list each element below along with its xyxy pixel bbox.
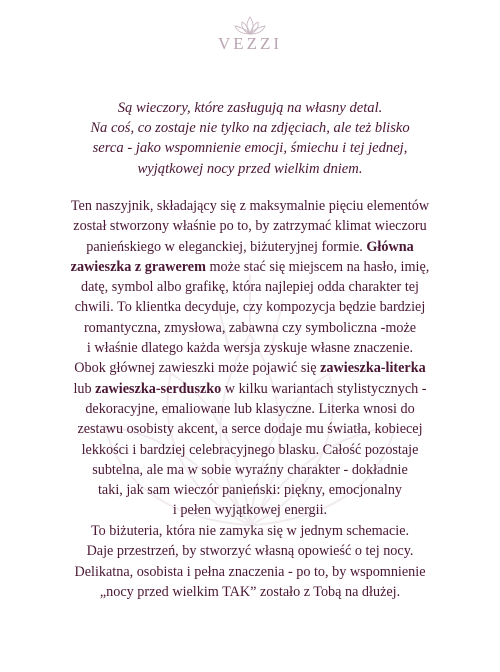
intro-line: wyjątkowej nocy przed wielkim dniem. bbox=[137, 160, 363, 177]
closing-paragraph bbox=[18, 521, 482, 602]
brand-logo bbox=[0, 14, 500, 54]
emphasis-main-pendant: Główna bbox=[366, 238, 414, 255]
body-line: lekkości i bardziej celebracyjnego blasku. Całość pozostaje bbox=[81, 441, 419, 458]
outro-line: Delikatna, osobista i pełna znaczenia - po to, by wspomnienie bbox=[74, 563, 426, 580]
body-line bbox=[18, 358, 482, 378]
body-line: i właśnie dlatego każda wersja zyskuje własne znaczenie. bbox=[86, 340, 414, 357]
body-text: w kilku wariantach stylistycznych - bbox=[221, 380, 427, 397]
intro-line: Na coś, co zostaje nie tylko na zdjęciach, ale też blisko bbox=[90, 120, 410, 137]
body-line: chwili. To klientka decyduje, czy kompozycja będzie bardziej bbox=[74, 299, 426, 316]
brand-name: VEZZI bbox=[217, 34, 283, 53]
emphasis-letter-pendant: zawieszka-literka bbox=[320, 360, 426, 377]
body-line bbox=[18, 379, 482, 399]
body-line: i pełen wyjątkowej energii. bbox=[172, 502, 328, 519]
intro-line: serca - jako wspomnienie emocji, śmiechu i tej jednej, bbox=[92, 140, 408, 157]
body-text: lub bbox=[73, 380, 96, 397]
outro-line: To biżuteria, która nie zamyka się w jednym schemacie. bbox=[90, 523, 410, 539]
body-text: może stać się miejscem na hasło, imię, bbox=[205, 258, 430, 275]
body-line: datę, symbol albo grafikę, która najlepiej odda charakter tej bbox=[81, 279, 419, 296]
intro-paragraph bbox=[30, 98, 470, 179]
body-text: panieńskiego w eleganckiej, biżuteryjnej formie. bbox=[86, 238, 367, 255]
body-line bbox=[18, 257, 482, 277]
emphasis-heart-pendant: zawieszka-serduszko bbox=[95, 380, 222, 397]
body-line: został stworzony właśnie po to, by zatrzymać klimat wieczoru bbox=[73, 218, 427, 235]
emphasis-engraved-pendant: zawieszka z grawerem bbox=[70, 258, 206, 275]
intro-line: Są wieczory, które zasługują na własny detal. bbox=[117, 100, 383, 116]
body-line: subtelna, ale ma w sobie wyraźny charakter - dokładnie bbox=[92, 461, 408, 478]
body-line: zestawu osobisty akcent, a serce dodaje mu światła, kobiecej bbox=[77, 421, 423, 438]
body-line: Ten naszyjnik, składający się z maksymalnie pięciu elementów bbox=[70, 198, 430, 214]
description-paragraph bbox=[18, 196, 482, 521]
outro-line: Daje przestrzeń, by stworzyć własną opowieść o tej nocy. bbox=[86, 543, 414, 560]
outro-line: „nocy przed wielkim TAK” zostało z Tobą na dłużej. bbox=[99, 583, 401, 600]
lotus-icon bbox=[233, 14, 267, 36]
body-line: romantyczna, zmysłowa, zabawna czy symboliczna -może bbox=[83, 319, 417, 336]
body-line: taki, jak sam wieczór panieński: piękny, emocjonalny bbox=[97, 482, 403, 499]
body-line: dekoracyjne, emaliowane lub klasyczne. Literka wnosi do bbox=[85, 400, 415, 417]
body-text: Obok głównej zawieszki może pojawić się bbox=[74, 360, 321, 377]
body-line bbox=[18, 237, 482, 257]
